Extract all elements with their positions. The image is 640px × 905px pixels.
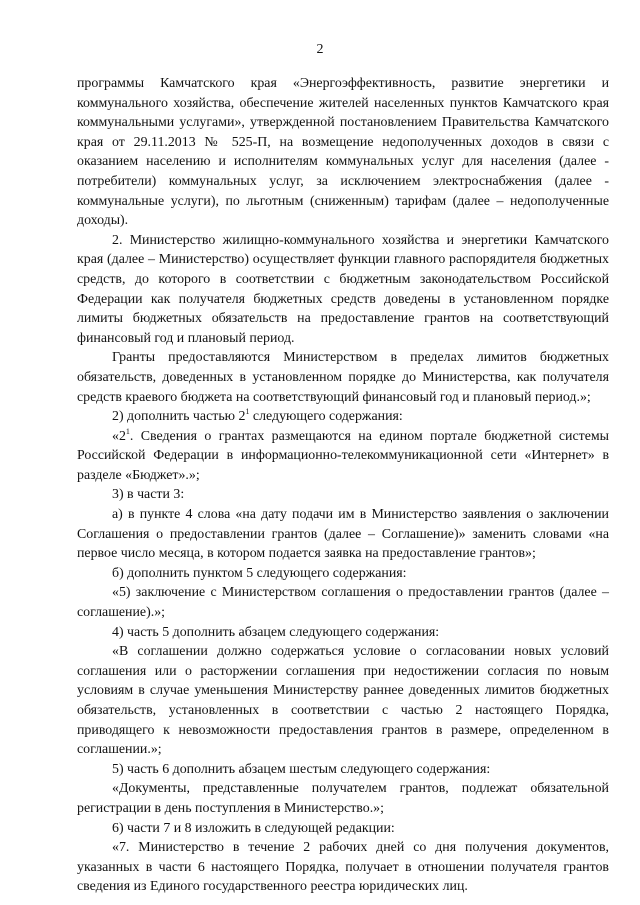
text-segment: следующего содержания: [249,409,403,425]
paragraph-continuation: программы Камчатского края «Энергоэффективность, развитие энергетики и коммунального хозяйства, обеспечение жителей населенных пунктов Камчатского края коммунальными услугами», утвержденной постановлением Правительства Камчатского края от 29.11.2013 № 525-П, на возмещение недополученных доходов в связи с оказанием населению и исполнителям коммунальных услуг для населения (далее - потребители) коммунальных услуг, за исключением электроснабжения (далее - коммунальные услуги), по льготным (сниженным) тарифам (далее – недополученные доходы). [77,76,609,229]
text-segment: 2) дополнить частью 2 [112,409,246,425]
paragraph-point-5: «5) заключение с Министерством соглашения о предоставлении грантов (далее – соглашение).»; [77,585,609,621]
paragraph-grants: Гранты предоставляются Министерством в пределах лимитов бюджетных обязательств, доведенных в установленном порядке до Министерства, как получателя средств краевого бюджета на соответствующий финансовый год и плановый период.»; [77,350,609,405]
text-segment: «2 [112,428,126,444]
paragraph-amend-2 [77,407,609,427]
paragraph-subitem-a: а) в пункте 4 слова «на дату подачи им в Министерство заявления о заключении Соглашения о предоставлении грантов (далее – Соглашение)» заменить словами «на первое число месяца, в котором подается заявка на предоставление грантов»; [77,507,609,562]
paragraph-documents-registration: «Документы, представленные получателем грантов, подлежат обязательной регистрации в день поступления в Министерство.»; [77,781,609,816]
paragraph-amend-3: 3) в части 3: [112,487,185,503]
paragraph-agreement-condition: «В соглашении должно содержаться условие о согласовании новых условий соглашения или о расторжении соглашения при недостижении согласия по новым условиям в случае уменьшения Министерству раннее доведенных лимитов бюджетных обязательств, установленных в соответствии с частью 2 настоящего Порядка, приводящего к невозможности предоставления грантов в размере, определенном в соглашении.»; [77,644,609,758]
paragraph-part-7: «7. Министерство в течение 2 рабочих дней со дня получения документов, указанных в части 6 настоящего Порядка, получает в отношении получателя грантов сведения из Единого государственного реестра юридических лиц. [77,840,609,895]
text-segment: . Сведения о грантах размещаются на едином портале бюджетной системы Российской Федерации в информационно-телекоммуникационной сети «Интернет» в разделе «Бюджет».»; [77,428,609,483]
paragraph-subitem-b: б) дополнить пунктом 5 следующего содержания: [112,565,407,581]
paragraph-amend-6: 6) части 7 и 8 изложить в следующей редакции: [112,820,395,836]
document-body [77,74,609,897]
paragraph-item-2: 2. Министерство жилищно-коммунального хозяйства и энергетики Камчатского края (далее – Министерство) осуществляет функции главного распорядителя бюджетных средств, до которого в соответствии с бюджетным законодательством Российской Федерации как получателя бюджетных средств доведены в установленном порядке лимиты бюджетных обязательств на предоставление грантов на соответствующий финансовый год и плановый период. [77,232,609,346]
paragraph-part-2-1 [77,427,609,486]
paragraph-amend-4: 4) часть 5 дополнить абзацем следующего содержания: [112,624,440,640]
page-number: 2 [316,42,324,57]
paragraph-amend-5: 5) часть 6 дополнить абзацем шестым следующего содержания: [112,761,491,777]
superscript: 1 [125,426,130,436]
superscript: 1 [245,407,250,417]
